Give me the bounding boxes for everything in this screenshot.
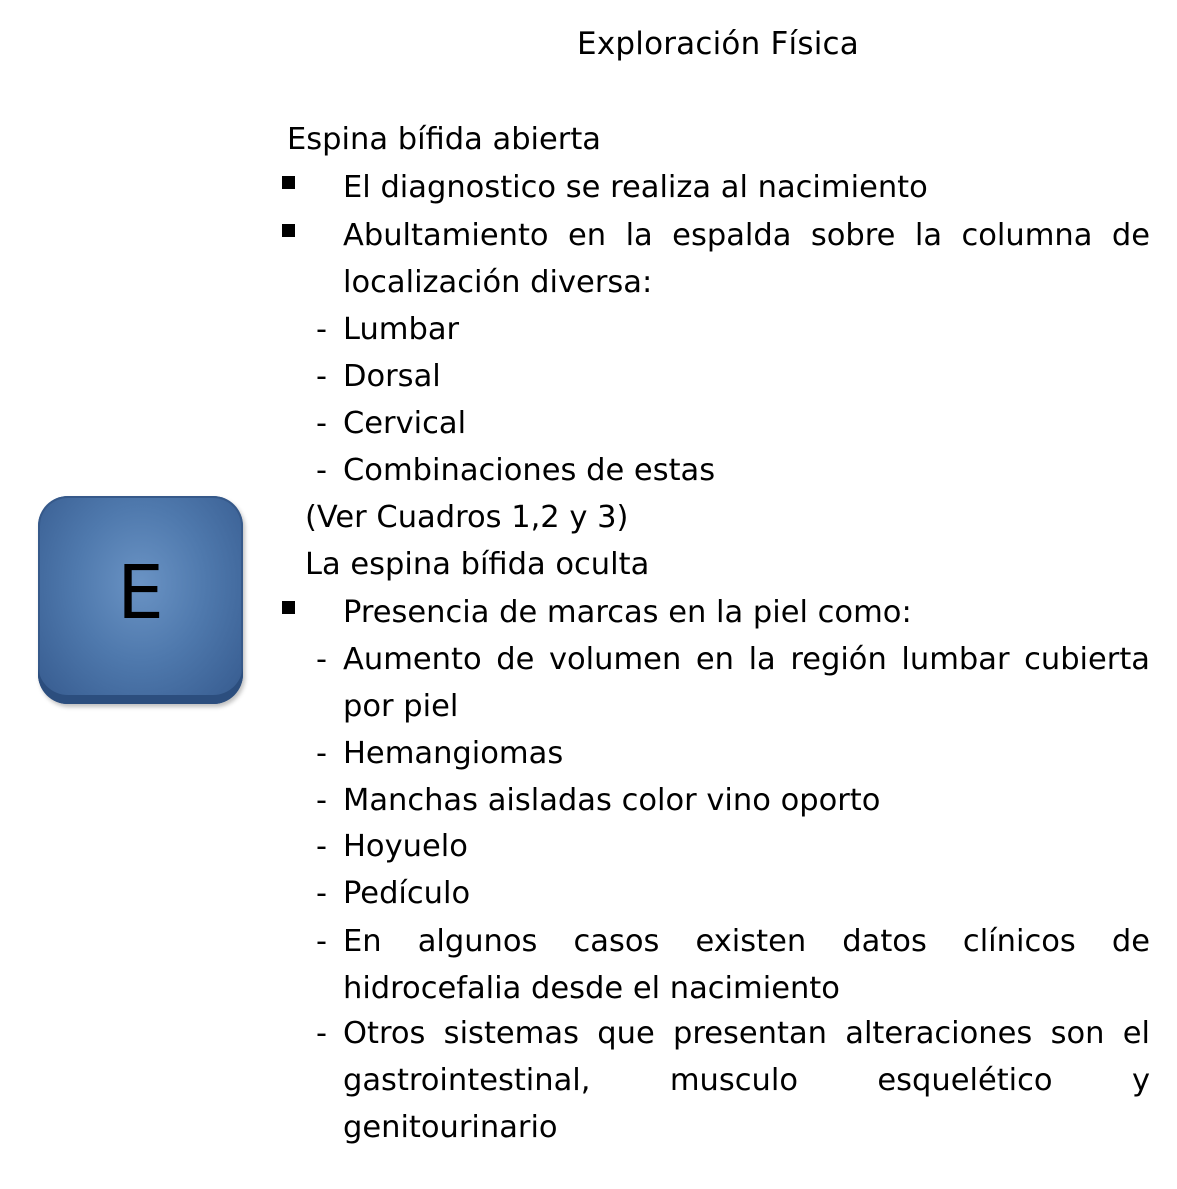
bullet-marker: [282, 224, 295, 237]
sub-item-cervical: Cervical: [343, 406, 467, 441]
sub-item-volume-increase: Aumento de volumen en la región lumbar cubierta por piel: [343, 642, 1150, 724]
bullet-item-skin-marks: Presencia de marcas en la piel como:: [343, 595, 912, 630]
dash-marker: -: [316, 359, 328, 394]
dash-marker: -: [316, 642, 328, 677]
sub-item-pedicle: Pedículo: [343, 876, 471, 911]
sub-item-dimple: Hoyuelo: [343, 829, 468, 864]
dash-marker: -: [316, 453, 328, 488]
dash-marker: -: [316, 736, 328, 771]
sub-item-lumbar: Lumbar: [343, 312, 460, 347]
sub-item-port-wine-stains: Manchas aisladas color vino oporto: [343, 783, 881, 818]
sub-item-other-systems: Otros sistemas que presentan alteraciones son el gastrointestinal, musculo esquelético y genitourinario: [343, 1016, 1150, 1145]
page-title: Exploración Física: [577, 26, 859, 62]
dash-marker: -: [316, 406, 328, 441]
dash-marker: -: [316, 924, 328, 959]
bullet-item-bulge: Abultamiento en la espalda sobre la columna de localización diversa:: [343, 218, 1150, 300]
badge-letter: E: [117, 550, 164, 636]
sub-item-dorsal: Dorsal: [343, 359, 441, 394]
dash-marker: -: [316, 876, 328, 911]
dash-marker: -: [316, 312, 328, 347]
sub-item-combinations: Combinaciones de estas: [343, 453, 716, 488]
section-heading-open: Espina bífida abierta: [287, 122, 601, 157]
reference-note: (Ver Cuadros 1,2 y 3): [305, 500, 629, 535]
dash-marker: -: [316, 829, 328, 864]
bullet-marker: [282, 601, 295, 614]
sub-item-hydrocephalus: En algunos casos existen datos clínicos de hidrocefalia desde el nacimiento: [343, 924, 1150, 1006]
dash-marker: -: [316, 783, 328, 818]
bullet-marker: [282, 176, 295, 189]
bullet-item-diagnosis: El diagnostico se realiza al nacimiento: [343, 170, 928, 205]
dash-marker: -: [316, 1016, 328, 1051]
section-heading-hidden: La espina bífida oculta: [305, 547, 650, 582]
sub-item-hemangiomas: Hemangiomas: [343, 736, 564, 771]
